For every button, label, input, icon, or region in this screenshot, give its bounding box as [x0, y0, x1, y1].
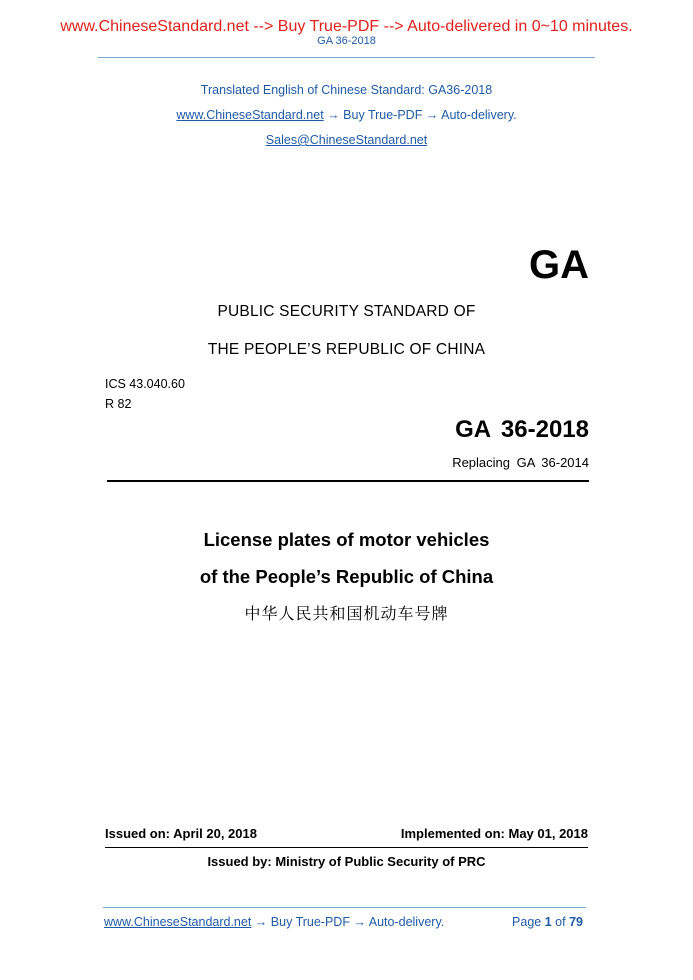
- page-of: of: [555, 915, 566, 929]
- sales-line: [0, 133, 693, 147]
- page-label: Page: [512, 915, 542, 929]
- arrow-right-icon: →: [327, 108, 340, 122]
- implemented-on-date: Implemented on: May 01, 2018: [400, 826, 588, 841]
- arrow-right-icon: →: [425, 108, 439, 122]
- promo-line: [0, 108, 693, 122]
- standard-category-line1: PUBLIC SECURITY STANDARD OF: [217, 303, 476, 320]
- site-link[interactable]: www.ChineseStandard.net: [176, 108, 324, 122]
- ics-code: ICS 43.040.60: [105, 377, 185, 391]
- auto-delivery-text: Auto-delivery.: [441, 108, 517, 122]
- footer-divider: [103, 907, 586, 908]
- replacing-note: Replacing GA 36-2014: [452, 455, 589, 470]
- standard-number: GA 36-2018: [455, 416, 589, 443]
- document-title-line2: of the People’s Republic of China: [199, 566, 494, 587]
- footer-delivery-text: Auto-delivery.: [368, 915, 445, 929]
- buy-pdf-text: Buy True-PDF: [343, 108, 423, 122]
- running-header-code: GA 36-2018: [317, 35, 376, 47]
- footer-promo: [104, 915, 444, 929]
- r-code: R 82: [105, 397, 132, 411]
- issued-on-date: Issued on: April 20, 2018: [105, 826, 257, 841]
- main-divider: [107, 480, 589, 482]
- page-total: 79: [569, 915, 583, 929]
- sales-email-link[interactable]: Sales@ChineseStandard.net: [265, 133, 428, 147]
- issued-divider: [105, 847, 588, 848]
- arrow-right-icon: →: [254, 915, 268, 929]
- footer-buy-text: Buy True-PDF: [270, 915, 350, 929]
- document-title-line1: License plates of motor vehicles: [203, 529, 490, 550]
- translated-notice: Translated English of Chinese Standard: GA36-2018: [200, 83, 493, 97]
- page-current: 1: [544, 915, 552, 929]
- arrow-right-icon: →: [353, 915, 366, 929]
- header-divider: [98, 57, 595, 58]
- page-indicator: [512, 915, 583, 929]
- ga-standard-mark: GA: [529, 243, 589, 287]
- issued-by: Issued by: Ministry of Public Security of PRC: [207, 854, 486, 869]
- footer-site-link[interactable]: www.ChineseStandard.net: [104, 915, 252, 929]
- standard-category-line2: THE PEOPLE’S REPUBLIC OF CHINA: [207, 341, 486, 358]
- document-title-chinese: 中华人民共和国机动车号牌: [244, 604, 449, 623]
- top-promo-banner[interactable]: www.ChineseStandard.net --> Buy True-PDF --> Auto-delivered in 0~10 minutes.: [60, 18, 633, 35]
